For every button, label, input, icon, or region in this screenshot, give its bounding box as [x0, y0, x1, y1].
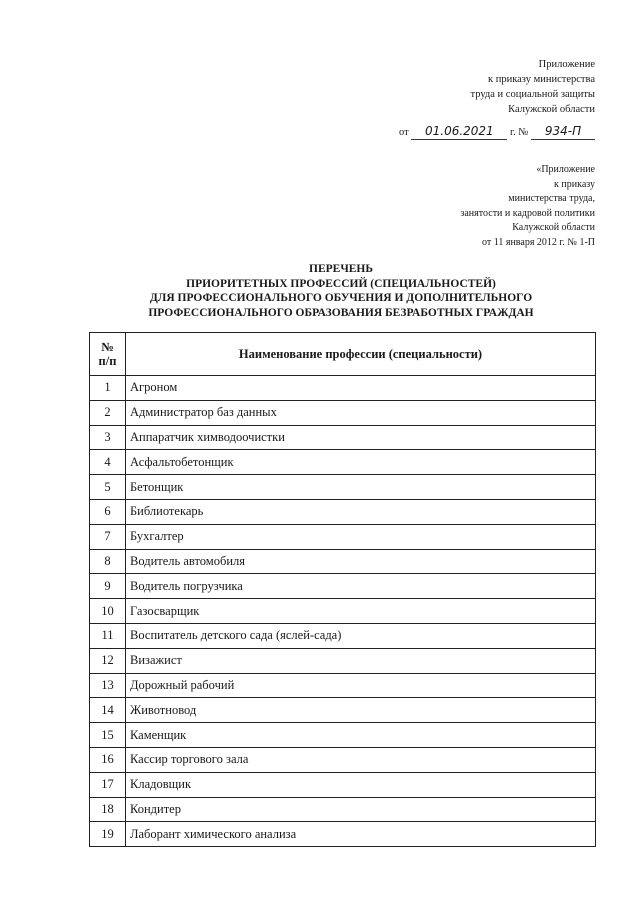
profession-name: Бухгалтер: [126, 524, 596, 549]
table-row: [90, 772, 596, 797]
profession-name: Визажист: [126, 648, 596, 673]
profession-name: Животновод: [126, 698, 596, 723]
profession-name: Бетонщик: [126, 475, 596, 500]
table-row: [90, 822, 596, 847]
row-number: 6: [90, 499, 126, 524]
table-row: [90, 400, 596, 425]
profession-name: Кладовщик: [126, 772, 596, 797]
table-row: [90, 376, 596, 401]
appendix-line: к приказу министерства: [487, 74, 595, 85]
row-number: 15: [90, 723, 126, 748]
row-number: 10: [90, 599, 126, 624]
table-row: [90, 450, 596, 475]
profession-name: Водитель погрузчика: [126, 574, 596, 599]
row-number: 13: [90, 673, 126, 698]
row-number: 11: [90, 623, 126, 648]
row-number: 17: [90, 772, 126, 797]
column-header-name: Наименование профессии (специальности): [126, 333, 596, 376]
appendix-line: труда и социальной защиты: [470, 89, 595, 100]
order-year-suffix: г.: [509, 127, 516, 138]
row-number: 7: [90, 524, 126, 549]
table-row: [90, 698, 596, 723]
profession-name: Водитель автомобиля: [126, 549, 596, 574]
professions-table: [89, 332, 596, 847]
row-number: 2: [90, 400, 126, 425]
previous-appendix-reference: [460, 163, 595, 250]
row-number: 3: [90, 425, 126, 450]
order-prefix: от: [399, 127, 409, 138]
row-number: 4: [90, 450, 126, 475]
table-row: [90, 648, 596, 673]
table-row: [90, 797, 596, 822]
table-row: [90, 599, 596, 624]
row-number: 16: [90, 747, 126, 772]
table-body: [90, 376, 596, 847]
table-row: [90, 747, 596, 772]
order-number: 934-П: [531, 123, 595, 140]
table-row: [90, 475, 596, 500]
profession-name: Библиотекарь: [126, 499, 596, 524]
profession-name: Каменщик: [126, 723, 596, 748]
table-row: [90, 524, 596, 549]
row-number: 5: [90, 475, 126, 500]
appendix-line: Приложение: [538, 59, 595, 70]
profession-name: Воспитатель детского сада (яслей-сада): [126, 623, 596, 648]
appendix-line: от 11 января 2012 г. № 1-П: [481, 236, 595, 248]
row-number: 14: [90, 698, 126, 723]
table-row: [90, 425, 596, 450]
order-date: 01.06.2021: [411, 123, 507, 140]
profession-name: Газосварщик: [126, 599, 596, 624]
profession-name: Кассир торгового зала: [126, 747, 596, 772]
appendix-line: «Приложение: [536, 164, 595, 175]
title-line: ПЕРЕЧЕНЬ: [309, 263, 373, 275]
table-row: [90, 574, 596, 599]
row-number: 8: [90, 549, 126, 574]
profession-name: Дорожный рабочий: [126, 673, 596, 698]
row-number: 1: [90, 376, 126, 401]
appendix-line: Калужской области: [512, 222, 595, 233]
profession-name: Агроном: [126, 376, 596, 401]
appendix-line: Калужской области: [508, 104, 595, 115]
title-line: ПРИОРИТЕТНЫХ ПРОФЕССИЙ (СПЕЦИАЛЬНОСТЕЙ): [186, 277, 496, 290]
row-number: 12: [90, 648, 126, 673]
table-header-row: [90, 333, 596, 376]
row-number: 18: [90, 797, 126, 822]
title-line: ДЛЯ ПРОФЕССИОНАЛЬНОГО ОБУЧЕНИЯ И ДОПОЛНИТЕЛЬНОГО: [149, 292, 533, 304]
row-number: 19: [90, 822, 126, 847]
appendix-header: [471, 57, 596, 117]
appendix-line: занятости и кадровой политики: [460, 207, 595, 219]
table-row: [90, 673, 596, 698]
table-row: [90, 499, 596, 524]
order-number-sign: №: [518, 127, 529, 138]
table-row: [90, 549, 596, 574]
title-line: ПРОФЕССИОНАЛЬНОГО ОБРАЗОВАНИЯ БЕЗРАБОТНЫХ ГРАЖДАН: [148, 306, 534, 319]
document-title: [110, 262, 572, 320]
table-row: [90, 623, 596, 648]
order-reference: [399, 123, 595, 141]
profession-name: Аппаратчик химводоочистки: [126, 425, 596, 450]
appendix-line: к приказу: [554, 178, 595, 190]
profession-name: Лаборант химического анализа: [126, 822, 596, 847]
table-row: [90, 723, 596, 748]
profession-name: Кондитер: [126, 797, 596, 822]
column-header-number: № п/п: [90, 333, 126, 376]
profession-name: Асфальтобетонщик: [126, 450, 596, 475]
profession-name: Администратор баз данных: [126, 400, 596, 425]
appendix-line: министерства труда,: [508, 193, 595, 204]
row-number: 9: [90, 574, 126, 599]
